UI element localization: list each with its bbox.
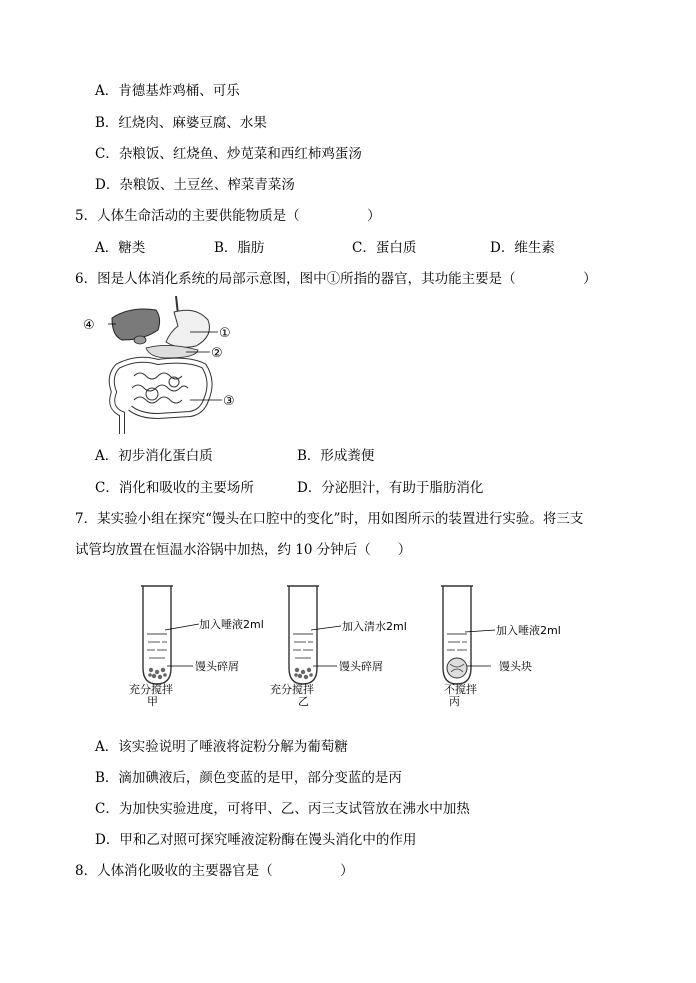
- q7-option-b: B．滴加碘液后，颜色变蓝的是甲，部分变蓝的是丙: [95, 770, 402, 786]
- q5-stem: 5．人体生命活动的主要供能物质是（ ）: [75, 208, 381, 224]
- q6-option-b: B．形成粪便: [297, 448, 375, 464]
- tube-bing-stir-label: 不搅拌: [444, 683, 477, 696]
- q6-option-c: C．消化和吸收的主要场所: [95, 480, 254, 496]
- tube-jia-name: 甲: [147, 695, 158, 708]
- tube-bing-solid-label: 馒头块: [499, 660, 532, 673]
- large-intestine-shape: [112, 360, 210, 434]
- q6-option-a: A．初步消化蛋白质: [95, 448, 213, 464]
- q4-option-d: D．杂粮饭、土豆丝、榨菜青菜汤: [95, 177, 295, 193]
- q4-option-b: B．红烧肉、麻婆豆腐、水果: [95, 115, 267, 131]
- stomach-shape: [166, 310, 210, 347]
- tube-jia: [129, 586, 264, 708]
- q5-option-b: B．脂肪: [214, 240, 265, 256]
- q6-option-d: D．分泌胆汁，有助于脂肪消化: [297, 480, 484, 496]
- tube-yi-liquid-label: 加入清水2ml: [342, 620, 407, 633]
- q6-stem: 6．图是人体消化系统的局部示意图，图中①所指的器官，其功能主要是（ ）: [75, 271, 597, 287]
- q4-option-c: C．杂粮饭、红烧鱼、炒苋菜和西红柿鸡蛋汤: [95, 146, 362, 162]
- q7-option-a: A．该实验说明了唾液将淀粉分解为葡萄糖: [95, 739, 348, 755]
- q7-stem: 7．某实验小组在探究“馒头在口腔中的变化”时，用如图所示的装置进行实验。将三支: [75, 511, 584, 527]
- label-3: ③: [223, 394, 235, 409]
- small-intestine-shape: [132, 373, 188, 403]
- gallbladder-shape: [134, 336, 146, 344]
- tube-yi-solid-label: 馒头碎屑: [339, 660, 383, 673]
- q5-option-c: C．蛋白质: [352, 240, 417, 256]
- test-tube-figure: [125, 580, 595, 708]
- tube-jia-stir-label: 充分搅拌: [129, 683, 173, 696]
- tube-yi: [270, 586, 407, 708]
- digestive-system-figure: [78, 296, 248, 438]
- q5-option-d: D．维生素: [490, 240, 555, 256]
- tube-yi-name: 乙: [298, 695, 309, 708]
- q8-stem: 8．人体消化吸收的主要器官是（ ）: [75, 863, 354, 879]
- label-4: ④: [83, 318, 95, 333]
- q4-option-a: A．肯德基炸鸡桶、可乐: [95, 83, 240, 99]
- q7-option-c: C．为加快实验进度，可将甲、乙、丙三支试管放在沸水中加热: [95, 801, 470, 817]
- tube-bing-liquid-label: 加入唾液2ml: [496, 624, 561, 637]
- liver-shape: [112, 309, 160, 340]
- tube-bing-name: 丙: [449, 695, 460, 708]
- label-2: ②: [211, 346, 223, 361]
- tube-jia-liquid-label: 加入唾液2ml: [199, 618, 264, 631]
- q7-option-d: D．甲和乙对照可探究唾液淀粉酶在馒头消化中的作用: [95, 832, 417, 848]
- label-1: ①: [219, 326, 231, 341]
- q5-option-a: A．糖类: [95, 240, 146, 256]
- tube-yi-stir-label: 充分搅拌: [270, 683, 314, 696]
- tube-jia-solid-label: 馒头碎屑: [195, 660, 239, 673]
- bread-chunk-shape: [447, 658, 467, 678]
- tube-bing: [441, 586, 561, 708]
- q7-stem-2: 试管均放置在恒温水浴锅中加热，约 10 分钟后（ ）: [75, 542, 412, 558]
